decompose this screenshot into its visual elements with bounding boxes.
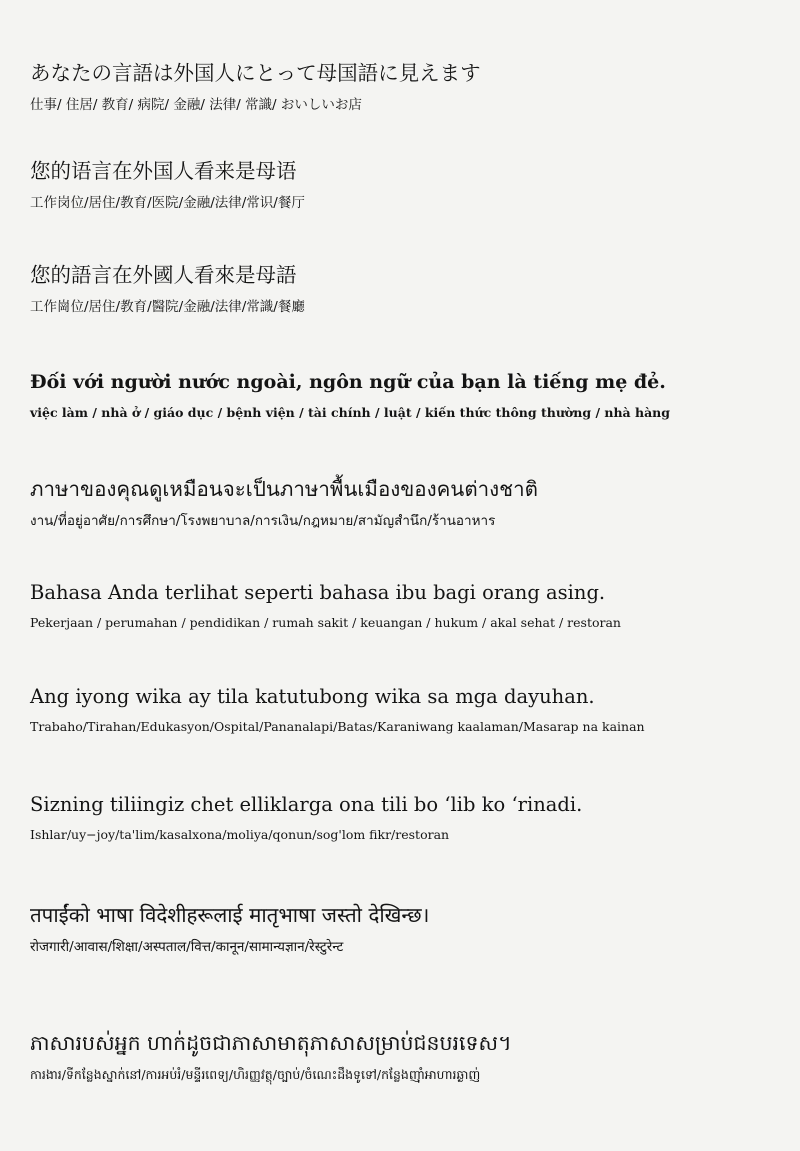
language-block-vietnamese — [30, 372, 790, 420]
headline-thai: ภาษาของคุณดูเหมือนจะเป็นภาษาพื้นเมืองของคนต่างชาติ — [30, 477, 538, 501]
headline-filipino: Ang iyong wika ay tila katutubong wika sa mga dayuhan. — [30, 685, 595, 708]
categories-khmer: ការងារ/ទីកន្លែងស្នាក់នៅ/ការអប់រំ/មន្ទីរពេទ្យ/ហិរញ្ញវត្ថុ/ច្បាប់/ចំណេះដឹងទូទៅ/កន្លែងញ៉ាំអាហារឆ្ងាញ់ — [30, 1066, 481, 1082]
categories-uzbek: Ishlar/uy−joy/ta'lim/kasalxona/moliya/qonun/sog'lom fikr/restoran — [30, 827, 450, 843]
headline-indonesian: Bahasa Anda terlihat seperti bahasa ibu bagi orang asing. — [30, 581, 606, 604]
language-block-chinese-simplified — [30, 160, 790, 211]
categories-thai: งาน/ที่อยู่อาศัย/การศึกษา/โรงพยาบาล/การเงิน/กฎหมาย/สามัญสำนึก/ร้านอาหาร — [30, 512, 496, 529]
categories-chinese-simplified: 工作岗位/居住/教育/医院/金融/法律/常识/餐厅 — [30, 194, 305, 211]
language-block-indonesian — [30, 582, 790, 630]
categories-vietnamese: việc làm / nhà ở / giáo dục / bệnh viện / tài chính / luật / kiến thức thông thường / nhà hàng — [30, 404, 671, 420]
language-block-nepali — [30, 904, 790, 955]
categories-nepali: रोजगारी/आवास/शिक्षा/अस्पताल/वित्त/कानून/सामान्यज्ञान/रेस्टुरेन्ट — [30, 938, 344, 955]
language-block-japanese — [30, 62, 790, 113]
categories-indonesian: Pekerjaan / perumahan / pendidikan / rumah sakit / keuangan / hukum / akal sehat / restoran — [30, 615, 621, 631]
language-block-filipino — [30, 686, 790, 734]
language-block-khmer — [30, 1032, 790, 1082]
language-block-thai — [30, 478, 790, 529]
headline-chinese-simplified: 您的语言在外国人看来是母语 — [30, 159, 297, 183]
headline-khmer: ភាសារបស់អ្នក ហាក់ដូចជាភាសាមាតុភាសាសម្រាប់ជនបរទេស។ — [30, 1031, 512, 1055]
categories-japanese: 仕事/ 住居/ 教育/ 病院/ 金融/ 法律/ 常識/ おいしいお店 — [30, 96, 362, 113]
headline-nepali: तपाईंको भाषा विदेशीहरूलाई मातृभाषा जस्तो देखिन्छ। — [30, 903, 430, 927]
headline-vietnamese: Đối với người nước ngoài, ngôn ngữ của bạn là tiếng mẹ đẻ. — [30, 371, 666, 393]
headline-chinese-traditional: 您的語言在外國人看來是母語 — [30, 263, 297, 287]
headline-uzbek: Sizning tiliingiz chet elliklarga ona tili bo ʻlib ko ʻrinadi. — [30, 793, 583, 816]
categories-filipino: Trabaho/Tirahan/Edukasyon/Ospital/Pananalapi/Batas/Karaniwang kaalaman/Masarap na kainan — [30, 719, 645, 735]
language-block-uzbek — [30, 794, 790, 842]
categories-chinese-traditional: 工作崗位/居住/教育/醫院/金融/法律/常識/餐廳 — [30, 298, 305, 315]
headline-japanese: あなたの言語は外国人にとって母国語に見えます — [30, 61, 481, 85]
language-block-chinese-traditional — [30, 264, 790, 315]
